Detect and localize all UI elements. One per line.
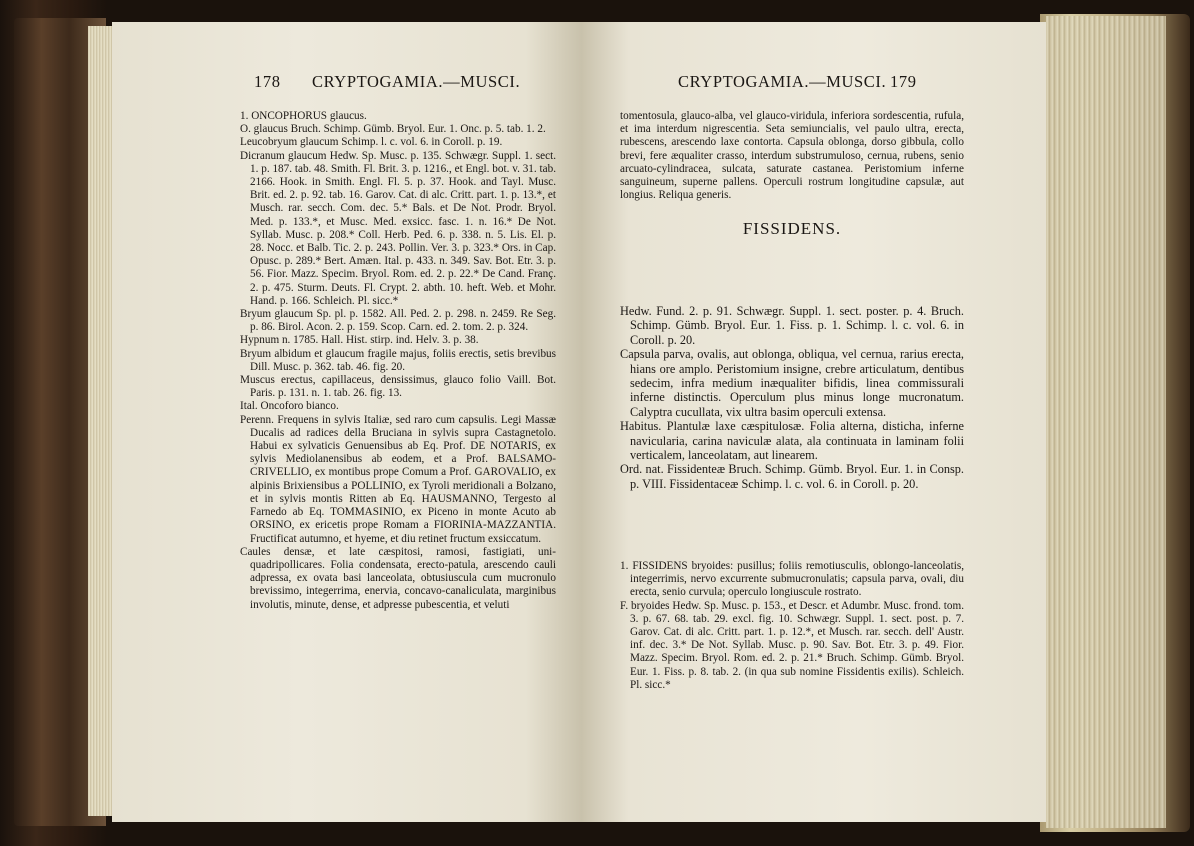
paragraph: Ital. Oncoforo bianco. (240, 400, 339, 413)
paragraph: F. bryoides Hedw. Sp. Musc. p. 153., et Descr. et Adumbr. Musc. frond. tom. 3. p. 67. 68. tab. 29. excl. fig. 10. Schwægr. Suppl. 1. sect. post. p. 7. Garov. Cat. di alc. Critt. part. 1. p. 12.*, et Musch. rar. secch. dell' Austr. inf. dec. 3.* De Not. Syllab. Musc. p. 90. Sav. Bot. Etr. 3. p. 49. Fior. Mazz. Specim. Bryol. Rom. ed. 2. p. 21.* Bruch. Schimp. Gümb. Bryol. Eur. 1. Fiss. p. 8. tab. 2. (in qua sub nomine Fissidentis exilis). Schleich. Pl. sicc.* (620, 599, 964, 691)
text-column (240, 110, 556, 612)
right-page-edges (1046, 16, 1166, 828)
paragraph: Hypnum n. 1785. Hall. Hist. stirp. ind. Helv. 3. p. 38. (240, 334, 479, 347)
paragraph: 1. FISSIDENS bryoides: pusillus; foliis remotiusculis, oblongo-lanceolatis, integerrimis, nervo excurrente submucronulatis; capsula parva, ovali, diu erecta, senio curvula; operculo longiuscule rostrato. (620, 560, 964, 599)
paragraph: 1. ONCOPHORUS glaucus. (240, 110, 367, 122)
page-number: 179 (890, 72, 917, 91)
paragraph: Leucobryum glaucum Schimp. l. c. vol. 6. in Coroll. p. 19. (240, 136, 503, 149)
genus-text-column (620, 304, 964, 491)
paragraph: Capsula parva, ovalis, aut oblonga, obliqua, vel cernua, rarius erecta, hians ore amplo. Peristomium insigne, crebre articulatum, dentibus sedecim, infra medium inæqualiter bifidis, linea commissurali inferne distinctis. Operculum plus minus longe mucronatum. Calyptra cucullata, vix ultra basim operculi extensa. (620, 347, 964, 419)
text-column (620, 110, 964, 250)
right-page (582, 22, 1046, 822)
paragraph: O. glaucus Bruch. Schimp. Gümb. Bryol. Eur. 1. Onc. p. 5. tab. 1. 2. (240, 123, 546, 136)
paragraph: Hedw. Fund. 2. p. 91. Schwægr. Suppl. 1. sect. poster. p. 4. Bruch. Schimp. Gümb. Bryol. Eur. 1. Fiss. p. 1. Schimp. l. c. vol. 6. in Coroll. p. 20. (620, 304, 964, 347)
paragraph: tomentosula, glauco-alba, vel glauco-viridula, inferiora sordescentia, rufula, et ima interdum nigrescentia. Seta semiuncialis, vel paulo ultra, erecta, rubescens, arescendo laxe contorta. Capsula oblonga, dorso gibbula, collo brevi, fere æqualiter crasso, interdum substrumuloso, cernua, rubens, senio arcuato-cylindracea, sulcata, saturate castanea. Peristomium inferne sanguineum, superne pallens. Operculi rostrum longitudine capsulæ, aut longius. Reliqua generis. (620, 110, 964, 202)
paragraph: Perenn. Frequens in sylvis Italiæ, sed raro cum capsulis. Legi Massæ Ducalis ad radices della Bruciana in sylvis supra Castagnetolo. Habui ex sylvaticis Genuensibus ab Eq. Prof. DE NOTARIS, ex sylvis Mediolanensibus ab eodem, et a Prof. BALSAMO-CRIVELLIO, ex montibus prope Comum a Prof. GAROVALIO, ex alpinis Brixiensibus a POLLINIO, ex Tyroli meridionali a Bolzano, et in sylvis montis Ritten ab Eq. HAUSMANNO, Tergesto al Farnedo ab Eq. TOMMASINIO, ex Piceno in monte Acuto ab ORSINO, ex ericetis prope Romam a FIORINIA-MAZZANTIA. Fructificat autumno, et hyeme, et diu retinet fructum exsiccatum. (240, 413, 556, 545)
running-title: CRYPTOGAMIA.—MUSCI. (312, 72, 521, 91)
paragraph: Dicranum glaucum Hedw. Sp. Musc. p. 135. Schwægr. Suppl. 1. sect. 1. p. 187. tab. 48. Smith. Fl. Brit. 3. p. 1216., et Engl. bot. v. 31. tab. 2166. Hook. in Smith. Engl. Fl. 5. p. 37. Hook. and Tayl. Musc. Brit. ed. 2. p. 92. tab. 16. Garov. Cat. di alc. Critt. part. 1. p. 13.*, et Musch. rar. secch. Com. dec. 5.* Bals. et De Not. Prodr. Bryol. Med. p. 133.*, et Musc. Med. exsicc. fasc. 1. n. 16.* De Not. Syllab. Musc. p. 208.* Coll. Herb. Ped. 6. p. 338. n. 5. Lis. El. p. 28. Nocc. et Balb. Tic. 2. p. 243. Pollin. Ver. 3. p. 323.* Ors. in Cap. Opusc. p. 289.* Bert. Amæn. Ital. p. 433. n. 349. Sav. Bot. Etr. 3. p. 56. Fior. Mazz. Specim. Bryol. Rom. ed. 2. p. 22.* De Cand. Franç. 2. p. 475. Sturm. Deuts. Fl. Crypt. 2. abth. 10. heft. Web. et Mohr. Hand. p. 166. Schleich. Pl. sicc.* (240, 149, 556, 307)
left-page (112, 22, 582, 822)
paragraph: Bryum albidum et glaucum fragile majus, foliis erectis, setis brevibus Dill. Musc. p. 362. tab. 46. fig. 20. (240, 347, 556, 373)
page-number: 178 (254, 72, 281, 91)
paragraph: Muscus erectus, capillaceus, densissimus, glauco folio Vaill. Bot. Paris. p. 131. n. 1. tab. 26. fig. 13. (240, 374, 556, 400)
paragraph: Bryum glaucum Sp. pl. p. 1582. All. Ped. 2. p. 298. n. 2459. Re Seg. p. 86. Birol. Acon. 2. p. 159. Scop. Carn. ed. 2. tom. 2. p. 324. (240, 308, 556, 334)
left-page-edges (88, 26, 114, 816)
running-title: CRYPTOGAMIA.—MUSCI. (678, 72, 887, 91)
paragraph: Ord. nat. Fissidenteæ Bruch. Schimp. Gümb. Bryol. Eur. 1. in Consp. p. VIII. Fissidentaceæ Schimp. l. c. vol. 6. in Coroll. p. 20. (620, 462, 964, 491)
paragraph: Caules densæ, et late cæspitosi, ramosi, fastigiati, uni-quadripollicares. Folia condensata, erecto-patula, arescendo cauli adpressa, ex ovata basi lanceolata, obtusiuscula cum mucronulo brevissimo, integerrima, enervia, concavo-canaliculata, marginibus involutis, minute, dense, et adpresse pubescentia, et veluti (240, 545, 556, 611)
section-title: FISSIDENS. (742, 219, 842, 239)
paragraph: Habitus. Plantulæ laxe cæspitulosæ. Folia alterna, disticha, inferne navicularia, carina naviculæ alata, ala continuata in laminam folii verticalem, lanceolatam, aut linearem. (620, 419, 964, 463)
species-text-column (620, 560, 964, 692)
